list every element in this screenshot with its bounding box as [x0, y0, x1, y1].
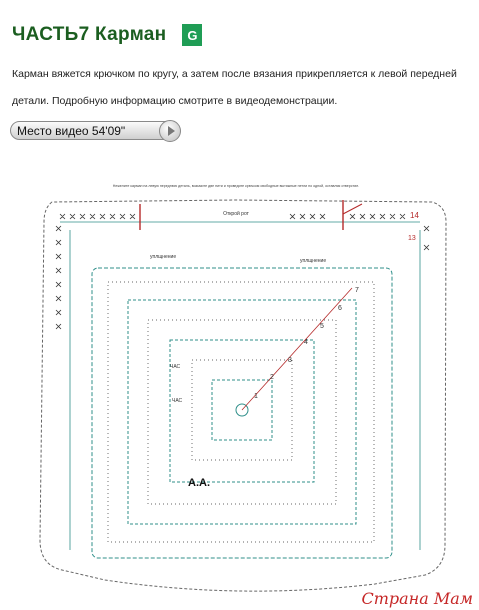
watermark-logo: Страна Мам — [361, 589, 473, 608]
description-line-2: детали. Подробную информацию смотрите в видеодемонстрации. — [12, 95, 338, 107]
square-rounds — [92, 268, 392, 558]
top-stitch-row — [60, 200, 420, 242]
description-line-1: Карман вяжется крючком по кругу, а затем после вязания прикрепляется к левой передней — [12, 68, 457, 80]
round-number-7: 7 — [355, 287, 359, 294]
open-label: Открой рот — [223, 211, 249, 217]
page-header — [12, 24, 202, 46]
video-position-label: Место видео 54'09" — [17, 123, 126, 138]
play-icon[interactable] — [159, 120, 181, 142]
chac-label-1: ЧАС — [170, 364, 181, 370]
chart-note: Нежелите карман на левую переднюю деталь, возьмите две нити и проведите крючком свободные вытяжные петли по одной, оставляя отверстие. — [112, 184, 360, 188]
shrink-label-left: уплщнение — [150, 254, 177, 260]
round-number-14: 14 — [410, 211, 419, 220]
round-number-1: 1 — [254, 393, 258, 400]
crochet-chart — [0, 170, 479, 610]
shrink-label-right: уплщнение — [300, 258, 327, 264]
round-number-13: 13 — [408, 235, 416, 242]
round-number-6: 6 — [338, 305, 342, 312]
left-stitch-column — [56, 226, 70, 550]
round-number-3: 3 — [288, 357, 292, 364]
round-number-2: 2 — [270, 374, 274, 381]
page-title: ЧАСТЬ7 Карман — [12, 24, 167, 45]
right-stitch-column — [420, 226, 429, 550]
round-markers — [242, 287, 359, 410]
round-number-4: 4 — [304, 339, 308, 346]
author-initials: A.A. — [188, 477, 210, 489]
g-badge-icon[interactable]: G — [182, 24, 202, 46]
outer-dashed-outline — [40, 200, 446, 591]
chac-label-2: ЧАС — [172, 398, 183, 404]
round-number-5: 5 — [320, 323, 324, 330]
video-position-button[interactable] — [10, 121, 180, 140]
